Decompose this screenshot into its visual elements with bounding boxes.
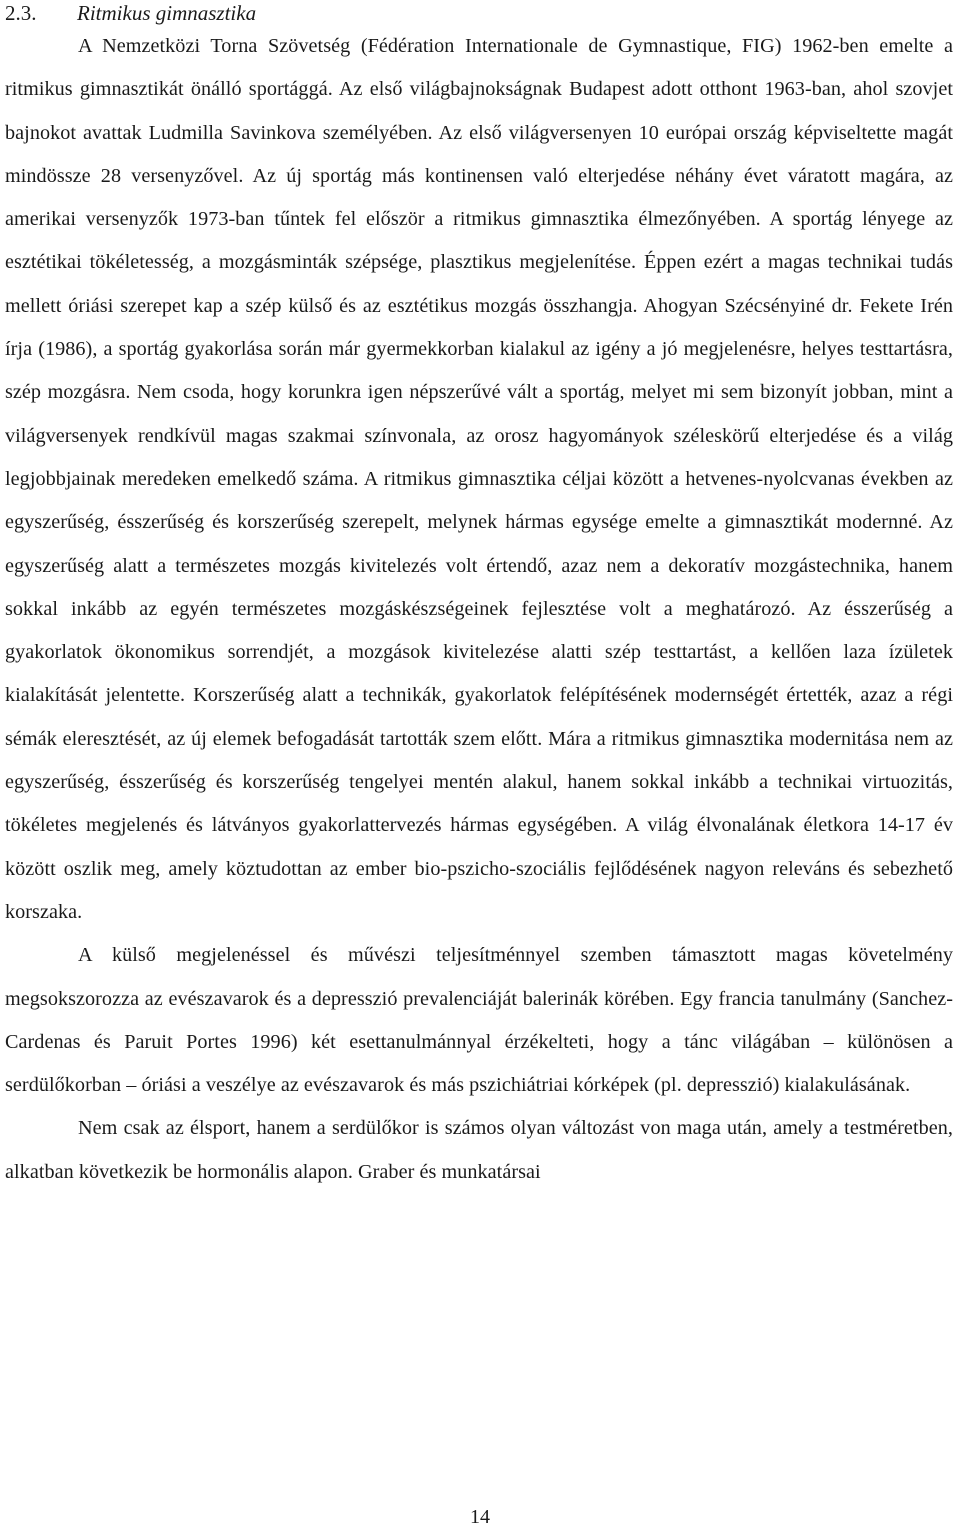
paragraph: A külső megjelenéssel és művészi teljesítménnyel szemben támasztott magas követelmény megsokszorozza az evészavarok és a depresszió prevalenciáját balerinák körében. Egy francia tanulmány (Sanchez-Cardenas és Paruit Portes 1996) két esettanulmánnyal érzékelteti, hogy a tánc világában – különösen a serdülőkorban – óriási a veszélye az evészavarok és más pszichiátriai kórképek (pl. depresszió) kialakulásának.	[5, 944, 953, 1097]
paragraph: Nem csak az élsport, hanem a serdülőkor is számos olyan változást von maga után, amely a testméretben, alkatban következik be hormonális alapon. Graber és munkatársai	[5, 1117, 953, 1183]
body-text	[5, 25, 953, 1194]
paragraph: A Nemzetközi Torna Szövetség (Fédération Internationale de Gymnastique, FIG) 1962-ben emelte a ritmikus gimnasztikát önálló sportággá. Az első világbajnokságnak Budapest adott otthont 1963-ban, ahol szovjet bajnokot avattak Ludmilla Savinkova személyében. Az első világversenyen 10 európai ország képviseltette magát mindössze 28 versenyzővel. Az új sportág más kontinensen való elterjedése néhány évet váratott magára, az amerikai versenyzők 1973-ban tűntek fel először a ritmikus gimnasztika élmezőnyében. A sportág lényege az esztétikai tökéletesség, a mozgásminták szépsége, plasztikus megjelenítése. Éppen ezért a magas technikai tudás mellett óriási szerepet kap a szép külső és az esztétikus mozgás összhangja. Ahogyan Szécsényiné dr. Fekete Irén írja (1986), a sportág gyakorlása során már gyermekkorban kialakul az igény a jó megjelenésre, helyes testtartásra, szép mozgásra. Nem csoda, hogy korunkra igen népszerűvé vált a sportág, melyet mi sem bizonyít jobban, mint a világversenyek rendkívül magas szakmai színvonala, az orosz hagyományok széleskörű elterjedése és a világ legjobbjainak meredeken emelkedő száma. A ritmikus gimnasztika céljai között a hetvenes-nyolcvanas években az egyszerűség, ésszerűség és korszerűség szerepelt, melynek hármas egysége emelte a gimnasztikát modernné. Az egyszerűség alatt a természetes mozgás kivitelezés volt értendő, azaz nem a dekoratív mozgástechnika, hanem sokkal inkább az egyén természetes mozgáskészségeinek fejlesztése volt a meghatározó. Az ésszerűség a gyakorlatok ökonomikus sorrendjét, a mozgások kivitelezése alatti szép testtartást, a kellően laza ízületek kialakítását jelentette. Korszerűség alatt a technikák, gyakorlatok felépítésének modernségét értették, azaz a régi sémák eleresztését, az új elemek befogadását tartották szem előtt. Mára a ritmikus gimnasztika modernitása nem az egyszerűség, ésszerűség és korszerűség tengelyei mentén alakul, hanem sokkal inkább a technikai virtuozitás, tökéletes megjelenés és látványos gyakorlattervezés hármas egységében. A világ élvonalának életkora 14-17 év között oszlik meg, amely köztudottan az ember bio-pszicho-szociális fejlődésének nagyon releváns és sebezhető korszaka.	[5, 35, 953, 923]
section-title: Ritmikus gimnasztika	[77, 1, 257, 25]
section-number: 2.3.	[5, 1, 37, 25]
page-number: 14	[470, 1506, 490, 1528]
section-heading	[5, 0, 256, 26]
